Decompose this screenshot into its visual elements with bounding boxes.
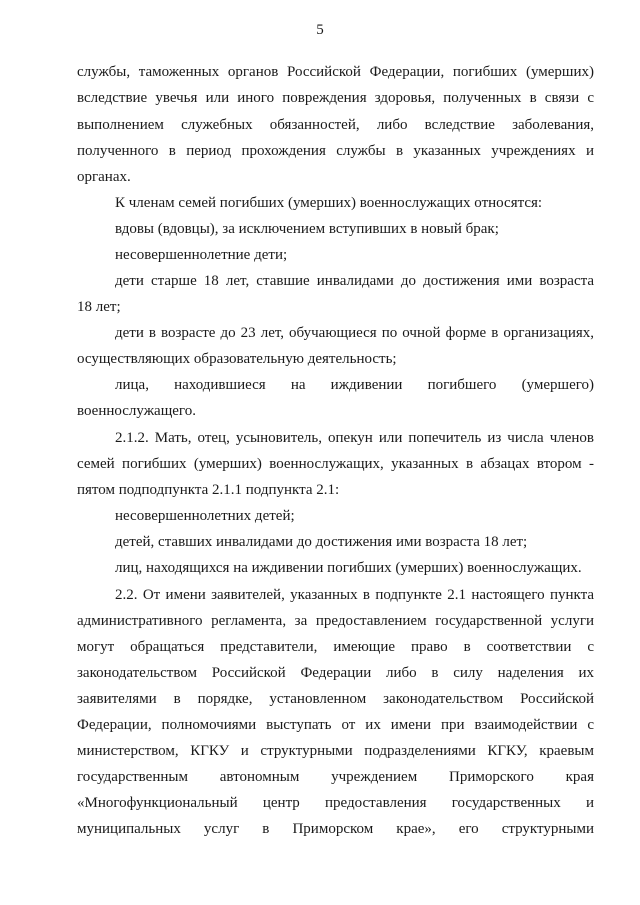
text-line: могут обращаться представители, имеющие право в соответствии с xyxy=(77,639,594,655)
text-line: осуществляющих образовательную деятельность; xyxy=(77,351,397,367)
text-line: полученного в период прохождения службы в указанных учреждениях и xyxy=(77,143,594,159)
text-line: законодательством Российской Федерации либо в силу наделения их xyxy=(77,665,594,681)
text-line: лиц, находящихся на иждивении погибших (умерших) военнослужащих. xyxy=(115,560,582,576)
text-line: министерством, КГКУ и структурными подразделениями КГКУ, краевым xyxy=(77,743,594,759)
text-line: детей, ставших инвалидами до достижения ими возраста 18 лет; xyxy=(115,534,528,550)
text-line: органах. xyxy=(77,169,131,185)
text-line: лица, находившиеся на иждивении погибшего (умершего) xyxy=(115,377,594,393)
text-line: муниципальных услуг в Приморском крае», его структурными xyxy=(77,821,594,837)
text-line: 18 лет; xyxy=(77,299,121,315)
text-line: К членам семей погибших (умерших) военнослужащих относятся: xyxy=(115,195,543,211)
text-line: административного регламента, за предоставлением государственной услуги xyxy=(77,613,594,629)
text-line: «Многофункциональный центр предоставления государственных и xyxy=(77,795,594,811)
text-line: дети старше 18 лет, ставшие инвалидами до достижения ими возраста xyxy=(115,273,594,289)
text-line: 2.2. От имени заявителей, указанных в подпункте 2.1 настоящего пункта xyxy=(115,587,594,603)
text-line: 2.1.2. Мать, отец, усыновитель, опекун или попечитель из числа членов xyxy=(115,430,594,446)
text-line: несовершеннолетние дети; xyxy=(115,247,288,263)
text-line: Федерации, полномочиями выступать от их имени при взаимодействии с xyxy=(77,717,594,733)
text-line: несовершеннолетних детей; xyxy=(115,508,295,524)
text-line: заявителями в порядке, установленном законодательством Российской xyxy=(77,691,594,707)
text-line: вследствие увечья или иного повреждения здоровья, полученных в связи с xyxy=(77,90,594,106)
text-line: пятом подподпункта 2.1.1 подпункта 2.1: xyxy=(77,482,340,498)
text-line: выполнением служебных обязанностей, либо вследствие заболевания, xyxy=(77,117,594,133)
page-number: 5 xyxy=(316,22,324,38)
text-line: государственным автономным учреждением Приморского края xyxy=(77,769,594,785)
text-line: семей погибших (умерших) военнослужащих, указанных в абзацах втором - xyxy=(77,456,594,472)
text-line: службы, таможенных органов Российской Федерации, погибших (умерших) xyxy=(77,64,594,80)
text-line: военнослужащего. xyxy=(77,403,196,419)
text-line: дети в возрасте до 23 лет, обучающиеся по очной форме в организациях, xyxy=(115,325,594,341)
text-line: вдовы (вдовцы), за исключением вступивших в новый брак; xyxy=(115,221,499,237)
